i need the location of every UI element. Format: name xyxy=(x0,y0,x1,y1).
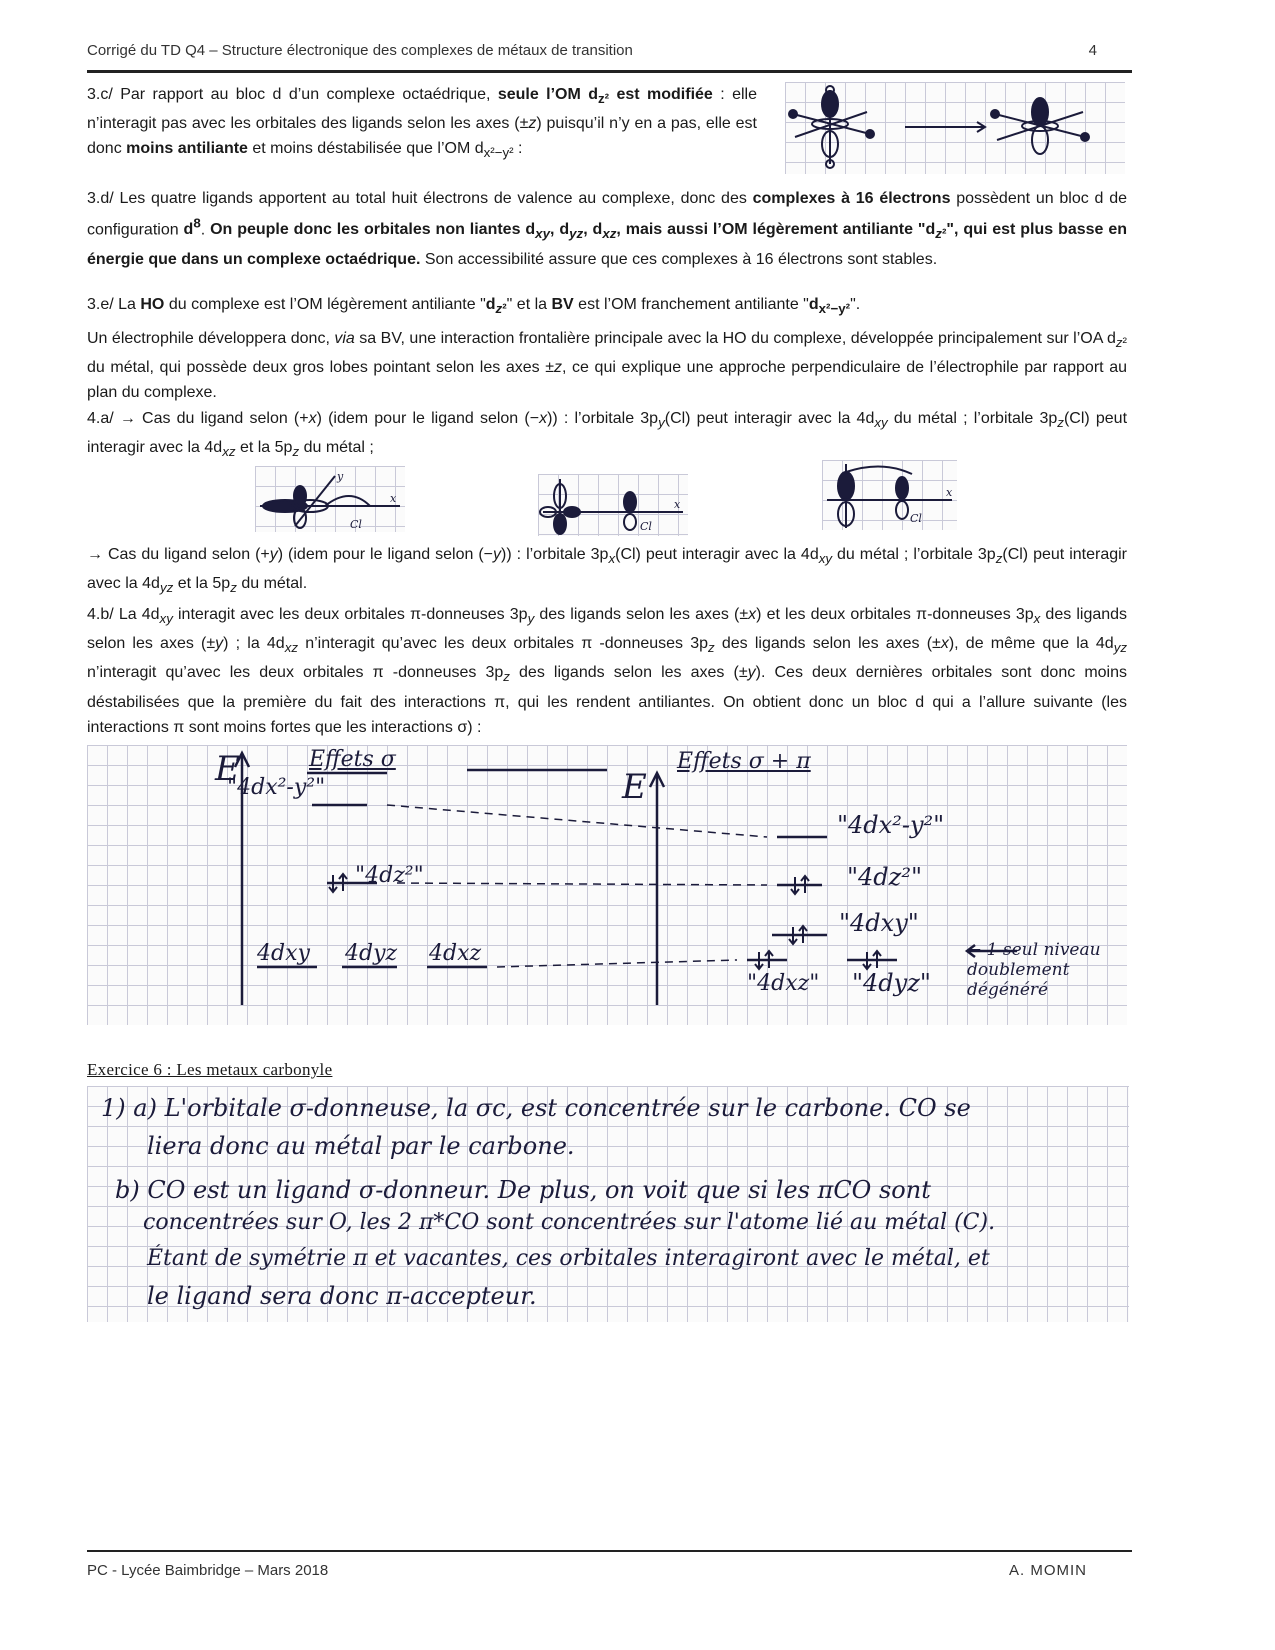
orbital-sketch-4a-1-drawing xyxy=(255,466,405,532)
orbital-sketch-3c xyxy=(785,82,1125,174)
footer-left: PC - Lycée Baimbridge – Mars 2018 xyxy=(87,1562,329,1579)
handwritten-line-4: concentrées sur O, les 2 π*CO sont concentrées sur l'atome lié au métal (C). xyxy=(143,1210,996,1235)
level-right-dyz: "4dyz" xyxy=(852,969,931,997)
level-left-dxy: 4dxy xyxy=(257,941,310,966)
level-right-dxz: "4dxz" xyxy=(747,971,820,996)
sketch-1-y-label: y xyxy=(337,470,344,483)
sketch-1-cl-label: Cl xyxy=(350,518,362,531)
orbital-sketch-4a-2-drawing xyxy=(538,474,688,536)
page-footer xyxy=(87,1562,1127,1584)
orbital-sketch-4a-2 xyxy=(538,474,688,536)
paragraph-4b: 4.b/ La $4d_{xy}$ interagit avec les deux orbitales π-donneuses $3p_y$ des ligands selon les axes (±x) et les deux orbitales π-donneuses $3p_x$ des ligands selon les axes (±y) ; la $4d_{xz}$ n’interagit qu’avec les deux orbitales π -donneuses $3p_z$ des ligands selon les axes (±x), de même que la $4d_{yz}$ n’interagit qu’avec les deux orbitales π -donneuses $3p_z$ des ligands selon les axes (±y). Ces deux dernières orbitales sont donc moins déstabilisées que la première du fait des interactions π, qui les rendent antiliantes. On obtient donc un bloc d qui a l’allure suivante (les interactions π sont moins fortes que les interactions σ) : xyxy=(87,606,1128,736)
diagram-axis-left: E xyxy=(215,749,240,789)
sketch-3-cl-label: Cl xyxy=(910,512,922,525)
footer-rule xyxy=(87,1550,1132,1552)
paragraph-3d: 3.d/ Les quatre ligands apportent au total huit électrons de valence au complexe, donc des complexes à 16 électrons possèdent un bloc d de configuration $d^8$. On peuple donc les orbitales non liantes $d_{xy}$, $d_{yz}$, $d_{xz}$, mais aussi l’OM légèrement antiliante "$d_{z^2}$", qui est plus basse en énergie que dans un complexe octaédrique. Son accessibilité assure que ces complexes à 16 électrons sont stables. xyxy=(87,190,1128,268)
handwritten-line-2: liera donc au métal par le carbone. xyxy=(147,1132,575,1160)
paragraph-4a-y: → Cas du ligand selon (+y) (idem pour le ligand selon (−y)) : l’orbitale $3p_x(Cl)$ peut interagir avec la $4d_{xy}$ du métal ; l’orbitale $3p_z(Cl)$ peut interagir avec la $4d_{yz}$ et la $5p_z$ du métal. xyxy=(87,546,1128,596)
energy-diagram xyxy=(87,745,1127,1025)
paragraph-3c: 3.c/ Par rapport au bloc d d’un complexe octaédrique, seule l’OM $d_{z^2}$ est modifiée : elle n’interagit pas avec les orbitales des ligands selon les axes (±z) puisqu’il n’y en a pas, elle est donc moins antiliante et moins déstabilisée que l’OM $d_{x^2-y^2}$ : xyxy=(87,86,757,161)
level-right-dz2: "4dz²" xyxy=(847,863,922,891)
paragraph-3e: 3.e/ La HO du complexe est l’OM légèrement antiliante "$d_{z^2}$" et la BV est l’OM franchement antiliante "$d_{x^2-y^2}$". xyxy=(87,296,861,317)
level-left-dx2y2: "4dx²-y²" xyxy=(227,775,326,800)
sketch-3-x-label: x xyxy=(946,486,953,499)
handwritten-line-5: Étant de symétrie π et vacantes, ces orbitales interagiront avec le métal, et xyxy=(147,1246,990,1271)
level-left-dyz: 4dyz xyxy=(345,941,398,966)
header-title: Corrigé du TD Q4 – Structure électronique des complexes de métaux de transition xyxy=(87,42,633,59)
page-number: 4 xyxy=(1088,42,1097,59)
sketch-2-x-label: x xyxy=(674,498,681,511)
sketch-1-x-label: x xyxy=(390,492,397,505)
level-right-dx2y2: "4dx²-y²" xyxy=(837,811,945,839)
sketch-2-cl-label: Cl xyxy=(640,520,652,533)
footer-author: A. MOMIN xyxy=(1009,1562,1087,1579)
orbital-sketch-4a-3-drawing xyxy=(822,460,957,530)
section-title: Exercice 6 : Les metaux carbonyle xyxy=(87,1060,333,1079)
orbital-sketch-3c-drawing xyxy=(785,82,1125,174)
header-rule xyxy=(87,70,1132,73)
orbital-sketch-4a-1 xyxy=(255,466,405,532)
handwritten-line-1: 1) a) L'orbitale σ-donneuse, la σc, est concentrée sur le carbone. CO se xyxy=(101,1094,971,1122)
diagram-note: ← 1 seul niveau doublement dégénéré xyxy=(967,940,1101,1000)
diagram-right-title: Effets σ + π xyxy=(677,749,811,774)
level-left-dz2: "4dz²" xyxy=(355,863,424,888)
level-left-dxz: 4dxz xyxy=(429,941,482,966)
diagram-left-title: Effets σ xyxy=(309,747,396,772)
level-right-dxy: "4dxy" xyxy=(839,909,919,937)
diagram-axis-right: E xyxy=(622,767,647,807)
page-header xyxy=(87,42,1127,64)
handwritten-answer xyxy=(87,1086,1129,1322)
paragraph-4a: 4.a/ → Cas du ligand selon (+x) (idem pour le ligand selon (−x)) : l’orbitale $3p_y(Cl)$ peut interagir avec la $4d_{xy}$ du métal ; l’orbitale $3p_z(Cl)$ peut interagir avec la $4d_{xz}$ et la $5p_z$ du métal ; xyxy=(87,410,1128,460)
handwritten-line-6: le ligand sera donc π-accepteur. xyxy=(147,1282,537,1310)
paragraph-electrophile: Un électrophile développera donc, via sa BV, une interaction frontalière principale avec la HO du complexe, développée principalement sur l’OA $d_{z^2}$ du métal, qui possède deux gros lobes pointant selon les axes ±z, ce qui explique une approche perpendiculaire de l’électrophile par rapport au plan du complexe. xyxy=(87,330,1127,402)
handwritten-line-3: b) CO est un ligand σ-donneur. De plus, on voit que si les πCO sont xyxy=(115,1176,931,1204)
orbital-sketch-4a-3 xyxy=(822,460,957,530)
